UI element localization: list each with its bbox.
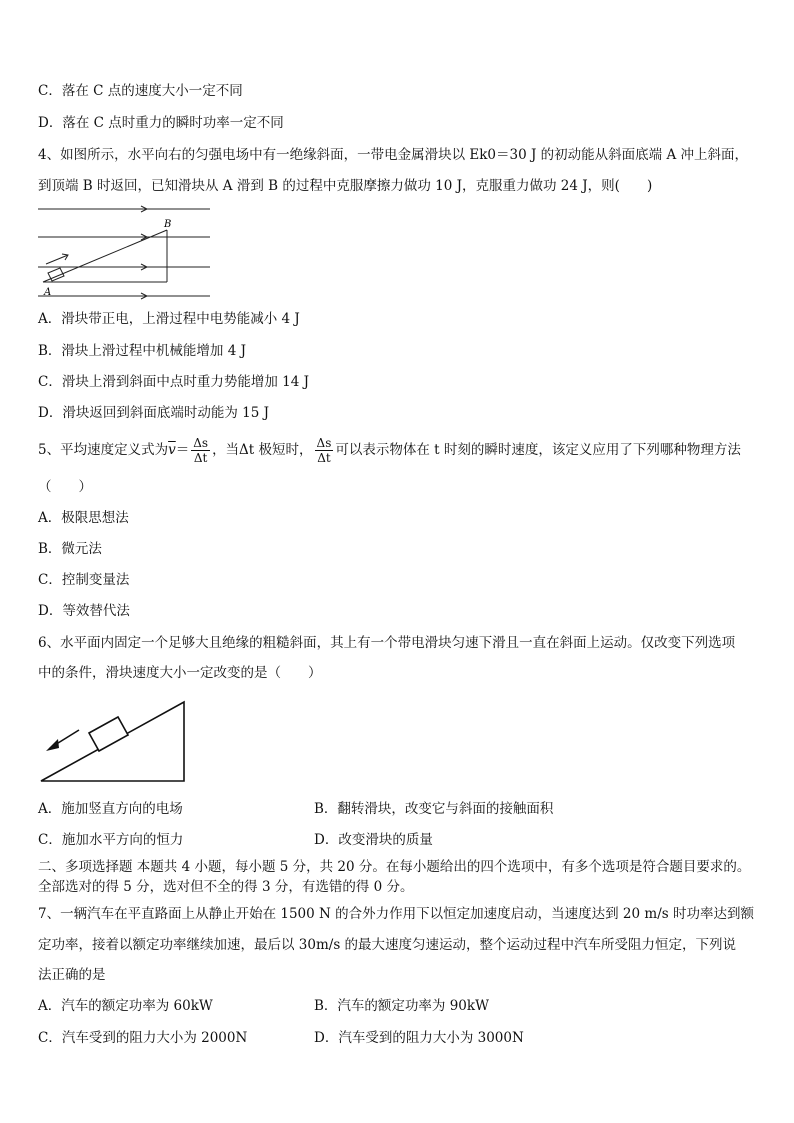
q6-incline-figure [38, 697, 188, 783]
q4-option-b: B．滑块上滑过程中机械能增加 4 J [38, 343, 247, 359]
section2-heading-line1: 二、多项选择题 本题共 4 小题，每小题 5 分，共 20 分。在每小题给出的四个选项中，有多个选项是符合题目要求的。 [38, 859, 751, 875]
ds-over-dt-fraction: $\frac{\Delta s}{\Delta t}$ [193, 436, 209, 465]
q7-option-c: C．汽车受到的阻力大小为 2000N [38, 1030, 248, 1046]
sliding-block [89, 717, 128, 751]
q6-stem-line2: 中的条件，滑块速度大小一定改变的是（ ） [38, 665, 322, 681]
q3-option-c: C．落在 C 点的速度大小一定不同 [38, 83, 243, 99]
q6-stem-line1: 6、水平面内固定一个足够大且绝缘的粗糙斜面，其上有一个带电滑块匀速下滑且一直在斜面上运动。仅改变下列选项 [38, 635, 736, 651]
q5-option-b: B．微元法 [38, 541, 102, 557]
q6-option-d: D．改变滑块的质量 [314, 832, 433, 848]
velocity-arrow [46, 255, 68, 264]
q7-stem-line3: 法正确的是 [38, 967, 106, 983]
q6-option-b: B．翻转滑块，改变它与斜面的接触面积 [314, 801, 554, 817]
equals-sign: ＝ [175, 442, 190, 458]
ds-over-dt-fraction-2: $\frac{\Delta s}{\Delta t}$ [316, 436, 332, 465]
motion-arrowhead [46, 739, 59, 751]
q5-option-a: A．极限思想法 [38, 510, 129, 526]
q7-option-d: D．汽车受到的阻力大小为 3000N [314, 1030, 524, 1046]
q4-stem-line1: 4、如图所示，水平向右的匀强电场中有一绝缘斜面，一带电金属滑块以 Ek0＝30 J 的初动能从斜面底端 A 冲上斜面， [38, 147, 749, 163]
q7-stem-line2: 定功率，接着以额定功率继续加速，最后以 30m/s 的最大速度匀速运动，整个运动过程中汽车所受阻力恒定，下列说 [38, 937, 737, 953]
q7-option-b: B．汽车的额定功率为 90kW [314, 998, 489, 1014]
q4-stem-line2: 到顶端 B 时返回，已知滑块从 A 滑到 B 的过程中克服摩擦力做功 10 J，克服重力做功 24 J，则( ) [38, 178, 653, 194]
q5-stem-part-a: 5、平均速度定义式为 [38, 442, 169, 458]
q5-paren: （ ） [38, 479, 92, 495]
q5-option-c: C．控制变量法 [38, 572, 130, 588]
q7-stem-line1: 7、一辆汽车在平直路面上从静止开始在 1500 N 的合外力作用下以恒定加速度启动，当速度达到 20 m/s 时功率达到额 [38, 906, 754, 922]
label-b: B [164, 219, 172, 230]
q5-stem-part-c: 可以表示物体在 t 时刻的瞬时速度，该定义应用了下列哪种物理方法 [335, 442, 741, 458]
q3-option-d: D．落在 C 点时重力的瞬时功率一定不同 [38, 115, 284, 131]
avg-velocity-symbol: $\overline{v}$ [168, 442, 176, 458]
q5-option-d: D．等效替代法 [38, 603, 130, 619]
q6-option-a: A．施加竖直方向的电场 [38, 801, 183, 817]
q5-stem-part-b: ，当Δt 极短时， [212, 442, 313, 458]
q6-option-c: C．施加水平方向的恒力 [38, 832, 184, 848]
q5-stem-line1 [38, 432, 741, 468]
label-a: A [44, 287, 52, 298]
section2-heading-line2: 全部选对的得 5 分，选对但不全的得 3 分，有选错的得 0 分。 [38, 879, 414, 895]
q4-option-d: D．滑块返回到斜面底端时动能为 15 J [38, 405, 269, 421]
incline-surface [43, 230, 167, 282]
q7-option-a: A．汽车的额定功率为 60kW [38, 998, 213, 1014]
q4-incline-field-figure [38, 203, 218, 303]
q4-option-a: A．滑块带正电，上滑过程中电势能减小 4 J [38, 311, 300, 327]
q4-option-c: C．滑块上滑到斜面中点时重力势能增加 14 J [38, 374, 310, 390]
